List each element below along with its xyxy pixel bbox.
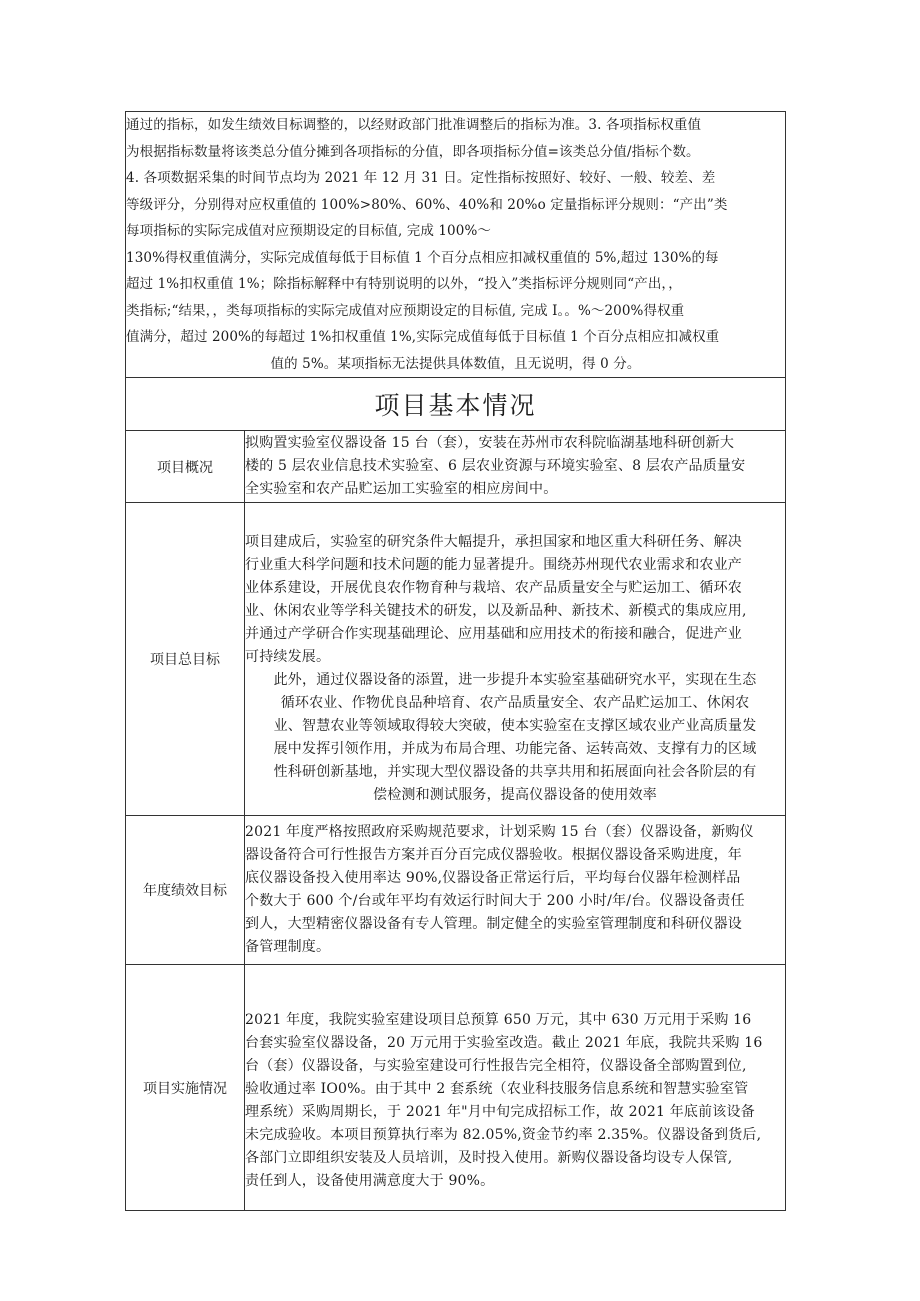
overall-goal-content: [245, 503, 786, 816]
notes-line: 4. 各项数据采集的时间节点均为 2021 年 12 月 31 日。定性指标按照好、较好、一般、较差、差: [126, 170, 716, 186]
overall-goal-label: 项目总目标: [126, 503, 245, 816]
notes-line: 值的 5%。某项指标无法提供具体数值，且无说明，得 0 分。: [270, 355, 641, 372]
goal-line: 业、休闲农业等学科关键技术的研发，以及新品种、新技术、新模式的集成应用,: [245, 603, 747, 619]
notes-line: 130%得权重值满分，实际完成值每低于目标值 1 个百分点相应扣减权重值的 5%,超过 130%的每: [126, 249, 719, 266]
overview-line: 拟购置实验室仪器设备 15 台（套），安装在苏州市农科院临湖基地科研创新大: [245, 435, 735, 451]
goal-line: 可持续发展。: [245, 649, 331, 665]
impl-line: 台套实验室仪器设备，20 万元用于实验室改造。截止 2021 年底，我院共采购 16: [245, 1035, 763, 1051]
impl-line: 2021 年度，我院实验室建设项目总预算 650 万元，其中 630 万元用于采购 16: [245, 1012, 752, 1028]
spacer: [245, 503, 785, 531]
scoring-notes-row: [126, 112, 786, 378]
overall-goal-row: [126, 503, 786, 816]
notes-line: 通过的指标，如发生绩效目标调整的，以经财政部门批准调整后的指标为准。3. 各项指标权重值: [126, 117, 702, 133]
notes-line: 每项指标的实际完成值对应预期设定的目标值, 完成 100%～: [126, 223, 491, 239]
scoring-notes-cell: [126, 112, 786, 378]
goal-line: 循环农业、作物优良品种培育、农产品质量安全、农产品贮运加工、休闲农: [280, 695, 750, 711]
notes-line: 等级评分，分别得对应权重值的 100%>80%、60%、40%和 20%o 定量指标评分规则：“产出”类: [126, 196, 728, 213]
overview-line: 全实验室和农产品贮运加工实验室的相应房间中。: [245, 481, 558, 497]
annual-line: 备管理制度。: [245, 939, 331, 955]
implementation-content: [245, 965, 786, 1211]
annual-line: 器设备符合可行性报告方案并百分百完成仪器验收。根据仪器设备采购进度，年: [245, 847, 742, 863]
impl-line: 责任到人，设备使用满意度大于 90%。: [245, 1173, 495, 1189]
overview-label: 项目概况: [126, 431, 245, 503]
overview-content: [245, 431, 786, 503]
section-title-row: [126, 378, 786, 431]
project-info-table: [125, 111, 786, 1211]
notes-line: 超过 1%扣权重值 1%；除指标解释中有特别说明的以外，“投入”类指标评分规则同“产出，，: [126, 276, 682, 292]
implementation-label: 项目实施情况: [126, 965, 245, 1211]
impl-line: 各部门立即组织安装及人员培训，及时投入使用。新购仪器设备均设专人保管,: [245, 1150, 733, 1166]
notes-line: 为根据指标数量将该类总分值分摊到各项指标的分值，即各项指标分值=该类总分值/指标个数。: [126, 143, 700, 160]
notes-line: 类指标;“结果，，类每项指标的实际完成值对应预期设定的目标值, 完成 I。。%～200%得权重: [126, 302, 685, 319]
implementation-row: [126, 965, 786, 1211]
goal-line: 业、智慧农业等领域取得较大突破，使本实验室在支撑区域农业产业高质量发: [273, 718, 757, 734]
annual-target-row: [126, 816, 786, 965]
section-title: 项目基本情况: [126, 378, 786, 431]
goal-line: 偿检测和测试服务，提高仪器设备的使用效率: [373, 787, 657, 803]
impl-line: 理系统）采购周期长，于 2021 年"月中旬完成招标工作，故 2021 年底前该设备: [245, 1104, 755, 1120]
overview-row: [126, 431, 786, 503]
goal-line: 业体系建设，开展优良农作物育种与栽培、农产品质量安全与贮运加工、循环农: [245, 580, 742, 596]
goal-line: 项目建成后，实验室的研究条件大幅提升，承担国家和地区重大科研任务、解决: [245, 534, 742, 550]
notes-line: 值满分，超过 200%的每超过 1%扣权重值 1%,实际完成值每低于目标值 1 个百分点相应扣减权重: [126, 329, 720, 345]
goal-line: 此外，通过仪器设备的添置，进一步提升本实验室基础研究水平，实现在生态: [273, 672, 757, 688]
impl-line: 未完成验收。本项目预算执行率为 82.05%,资金节约率 2.35%。仪器设备到货后,: [245, 1127, 762, 1143]
annual-line: 底仪器设备投入使用率达 90%,仪器设备正常运行后，平均每台仪器年检测样品: [245, 870, 741, 886]
goal-line: 性科研创新基地，并实现大型仪器设备的共享共用和拓展面向社会各阶层的有: [273, 764, 757, 780]
annual-target-content: [245, 816, 786, 965]
impl-line: 台（套）仪器设备，与实验室建设可行性报告完全相符，仪器设备全部购置到位,: [245, 1058, 747, 1074]
annual-target-label: 年度绩效目标: [126, 816, 245, 965]
annual-line: 2021 年度严格按照政府采购规范要求，计划采购 15 台（套）仪器设备，新购仪: [245, 824, 754, 840]
goal-line: 展中发挥引领作用，并成为布局合理、功能完备、运转高效、支撑有力的区域: [273, 741, 757, 757]
annual-line: 到人，大型精密仪器设备有专人管理。制定健全的实验室管理制度和科研仪器设: [245, 916, 742, 932]
overview-line: 楼的 5 层农业信息技术实验室、6 层农业资源与环境实验室、8 层农产品质量安: [245, 458, 746, 474]
spacer: [245, 965, 785, 1009]
goal-line: 并通过产学研合作实现基础理论、应用基础和应用技术的衔接和融合，促进产业: [245, 626, 742, 642]
impl-line: 验收通过率 IO0%。由于其中 2 套系统（农业科技服务信息系统和智慧实验室管: [245, 1081, 749, 1097]
annual-line: 个数大于 600 个/台或年平均有效运行时间大于 200 小时/年/台。仪器设备责任: [245, 893, 745, 909]
goal-line: 行业重大科学问题和技术问题的能力显著提升。围绕苏州现代农业需求和农业产: [245, 557, 742, 573]
